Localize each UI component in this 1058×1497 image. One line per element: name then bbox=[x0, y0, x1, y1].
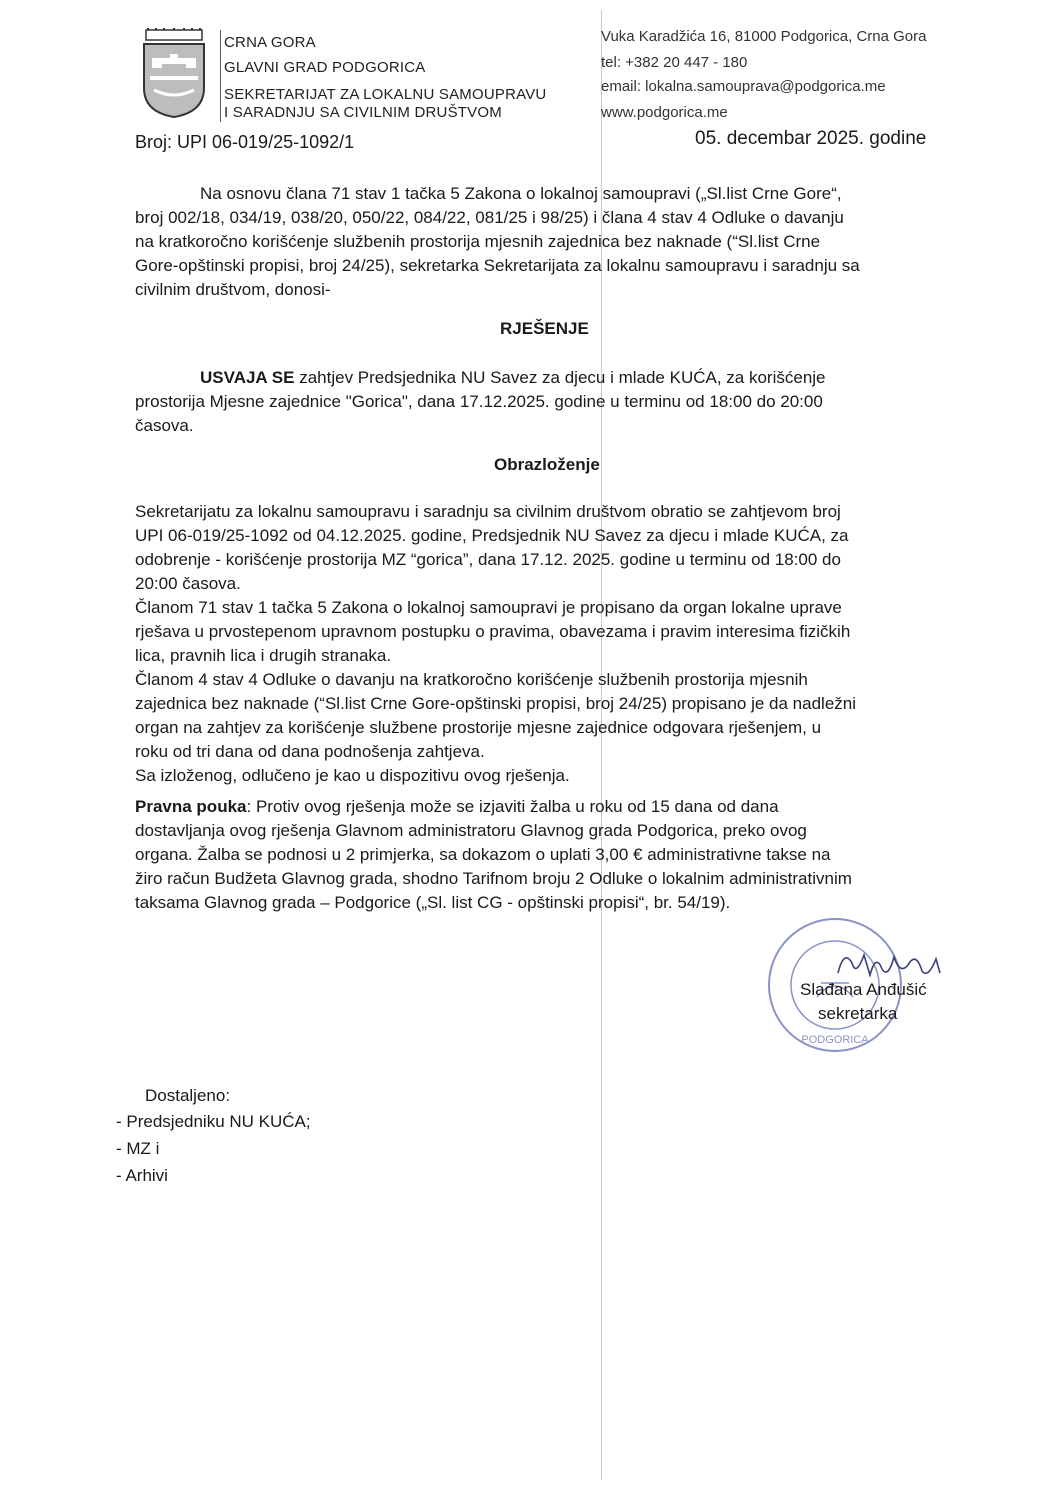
reasoning-line: odobrenje - korišćenje prostorija MZ “gorica”, dana 17.12. 2025. godine u terminu od 18:00 do bbox=[135, 550, 841, 569]
contact-website: www.podgorica.me bbox=[601, 104, 728, 121]
legal-line bbox=[135, 795, 965, 819]
reasoning-line: Sa izloženog, odlučeno je kao u dispozitivu ovog rješenja. bbox=[135, 766, 570, 785]
intro-line: broj 002/18, 034/19, 038/20, 050/22, 084/22, 081/25 i 98/25) i člana 4 stav 4 Odluke o davanju bbox=[135, 208, 844, 227]
document-date: 05. decembar 2025. godine bbox=[695, 128, 927, 149]
delivered-item: - Arhivi bbox=[116, 1166, 168, 1185]
legal-line: organa. Žalba se podnosi u 2 primjerka, sa dokazom o uplati 3,00 € administrativne takse na bbox=[135, 845, 831, 864]
header-secretariat: SEKRETARIJAT ZA LOKALNU SAMOUPRAVU bbox=[224, 86, 547, 103]
contact-phone: tel: +382 20 447 - 180 bbox=[601, 54, 748, 71]
legal-line-rest: : Protiv ovog rješenja može se izjaviti žalba u roku od 15 dana od dana bbox=[246, 797, 779, 816]
contact-address: Vuka Karadžića 16, 81000 Podgorica, Crna Gora bbox=[601, 28, 927, 45]
intro-paragraph bbox=[135, 182, 965, 302]
delivered-item: - Predsjedniku NU KUĆA; bbox=[116, 1112, 311, 1131]
reasoning-title: Obrazloženje bbox=[494, 455, 600, 474]
decision-line: prostorija Mjesne zajednice "Gorica", dana 17.12.2025. godine u terminu od 18:00 do 20:00 bbox=[135, 392, 823, 411]
reasoning-line: UPI 06-019/25-1092 od 04.12.2025. godine, Predsjednik NU Savez za djecu i mlade KUĆA, za bbox=[135, 526, 849, 545]
decision-bold: USVAJA SE bbox=[200, 368, 295, 387]
reasoning-paragraph bbox=[135, 500, 965, 788]
delivered-item: - MZ i bbox=[116, 1139, 160, 1158]
reasoning-line: Članom 71 stav 1 tačka 5 Zakona o lokalnoj samoupravi je propisano da organ lokalne uprave bbox=[135, 598, 842, 617]
reasoning-line: 20:00 časova. bbox=[135, 574, 241, 593]
decision-line bbox=[135, 366, 965, 390]
logo-divider bbox=[220, 30, 221, 122]
legal-notice bbox=[135, 795, 965, 915]
reasoning-line: Sekretarijatu za lokalnu samoupravu i saradnju sa civilnim društvom obratio se zahtjevom broj bbox=[135, 502, 841, 521]
legal-line: žiro račun Budžeta Glavnog grada, shodno Tarifnom broju 2 Odluke o lokalnim administrativnim bbox=[135, 869, 852, 888]
reasoning-line: lica, pravnih lica i drugih stranaka. bbox=[135, 646, 392, 665]
legal-line: taksama Glavnog grada – Podgorice („Sl. list CG - opštinski propisi“, br. 54/19). bbox=[135, 893, 731, 912]
header-city: GLAVNI GRAD PODGORICA bbox=[224, 59, 426, 76]
intro-line: Gore-opštinski propisi, broj 24/25), sekretarka Sekretarijata za lokalnu samoupravu i saradnju sa bbox=[135, 256, 860, 275]
reasoning-line: zajednica bez naknade (“Sl.list Crne Gore-opštinski propisi, broj 24/25) propisano je da nadležni bbox=[135, 694, 857, 713]
document-number: Broj: UPI 06-019/25-1092/1 bbox=[135, 132, 355, 152]
coat-of-arms-logo bbox=[140, 28, 208, 118]
header-secretariat-2: I SARADNJU SA CIVILNIM DRUŠTVOM bbox=[224, 104, 502, 121]
legal-bold: Pravna pouka bbox=[135, 797, 247, 816]
intro-line: Na osnovu člana 71 stav 1 tačka 5 Zakona o lokalnoj samoupravi („Sl.list Crne Gore“, bbox=[200, 184, 842, 203]
reasoning-line: organ na zahtjev za korišćenje službene prostorije mjesne zajednice odgovara rješenjem, u bbox=[135, 718, 822, 737]
reasoning-line: Članom 4 stav 4 Odluke o davanju na kratkoročno korišćenje službenih prostorija mjesnih bbox=[135, 670, 808, 689]
decision-line: časova. bbox=[135, 416, 194, 435]
intro-line: na kratkoročno korišćenje službenih prostorija mjesnih zajednica bez naknade (“Sl.list Crne bbox=[135, 232, 821, 251]
delivered-label: Dostaljeno: bbox=[145, 1086, 231, 1105]
decision-line-rest: zahtjev Predsjednika NU Savez za djecu i mlade KUĆA, za korišćenje bbox=[294, 368, 826, 387]
decision-title: RJEŠENJE bbox=[500, 319, 589, 338]
signatory-role: sekretarka bbox=[818, 1004, 898, 1023]
header-country: CRNA GORA bbox=[224, 34, 316, 51]
reasoning-line: roku od tri dana od dana podnošenja zahtjeva. bbox=[135, 742, 485, 761]
decision-paragraph bbox=[135, 366, 965, 438]
contact-email: email: lokalna.samouprava@podgorica.me bbox=[601, 78, 886, 95]
reasoning-line: rješava u prvostepenom upravnom postupku o pravima, obavezama i pravim interesima fizičkih bbox=[135, 622, 851, 641]
legal-line: dostavljanja ovog rješenja Glavnom administratoru Glavnog grada Podgorica, preko ovog bbox=[135, 821, 807, 840]
signatory-name: Slađana Anđušić bbox=[800, 980, 927, 999]
intro-line: civilnim društvom, donosi- bbox=[135, 280, 331, 299]
handwritten-signature bbox=[830, 945, 950, 985]
svg-text:PODGORICA: PODGORICA bbox=[801, 1034, 869, 1046]
